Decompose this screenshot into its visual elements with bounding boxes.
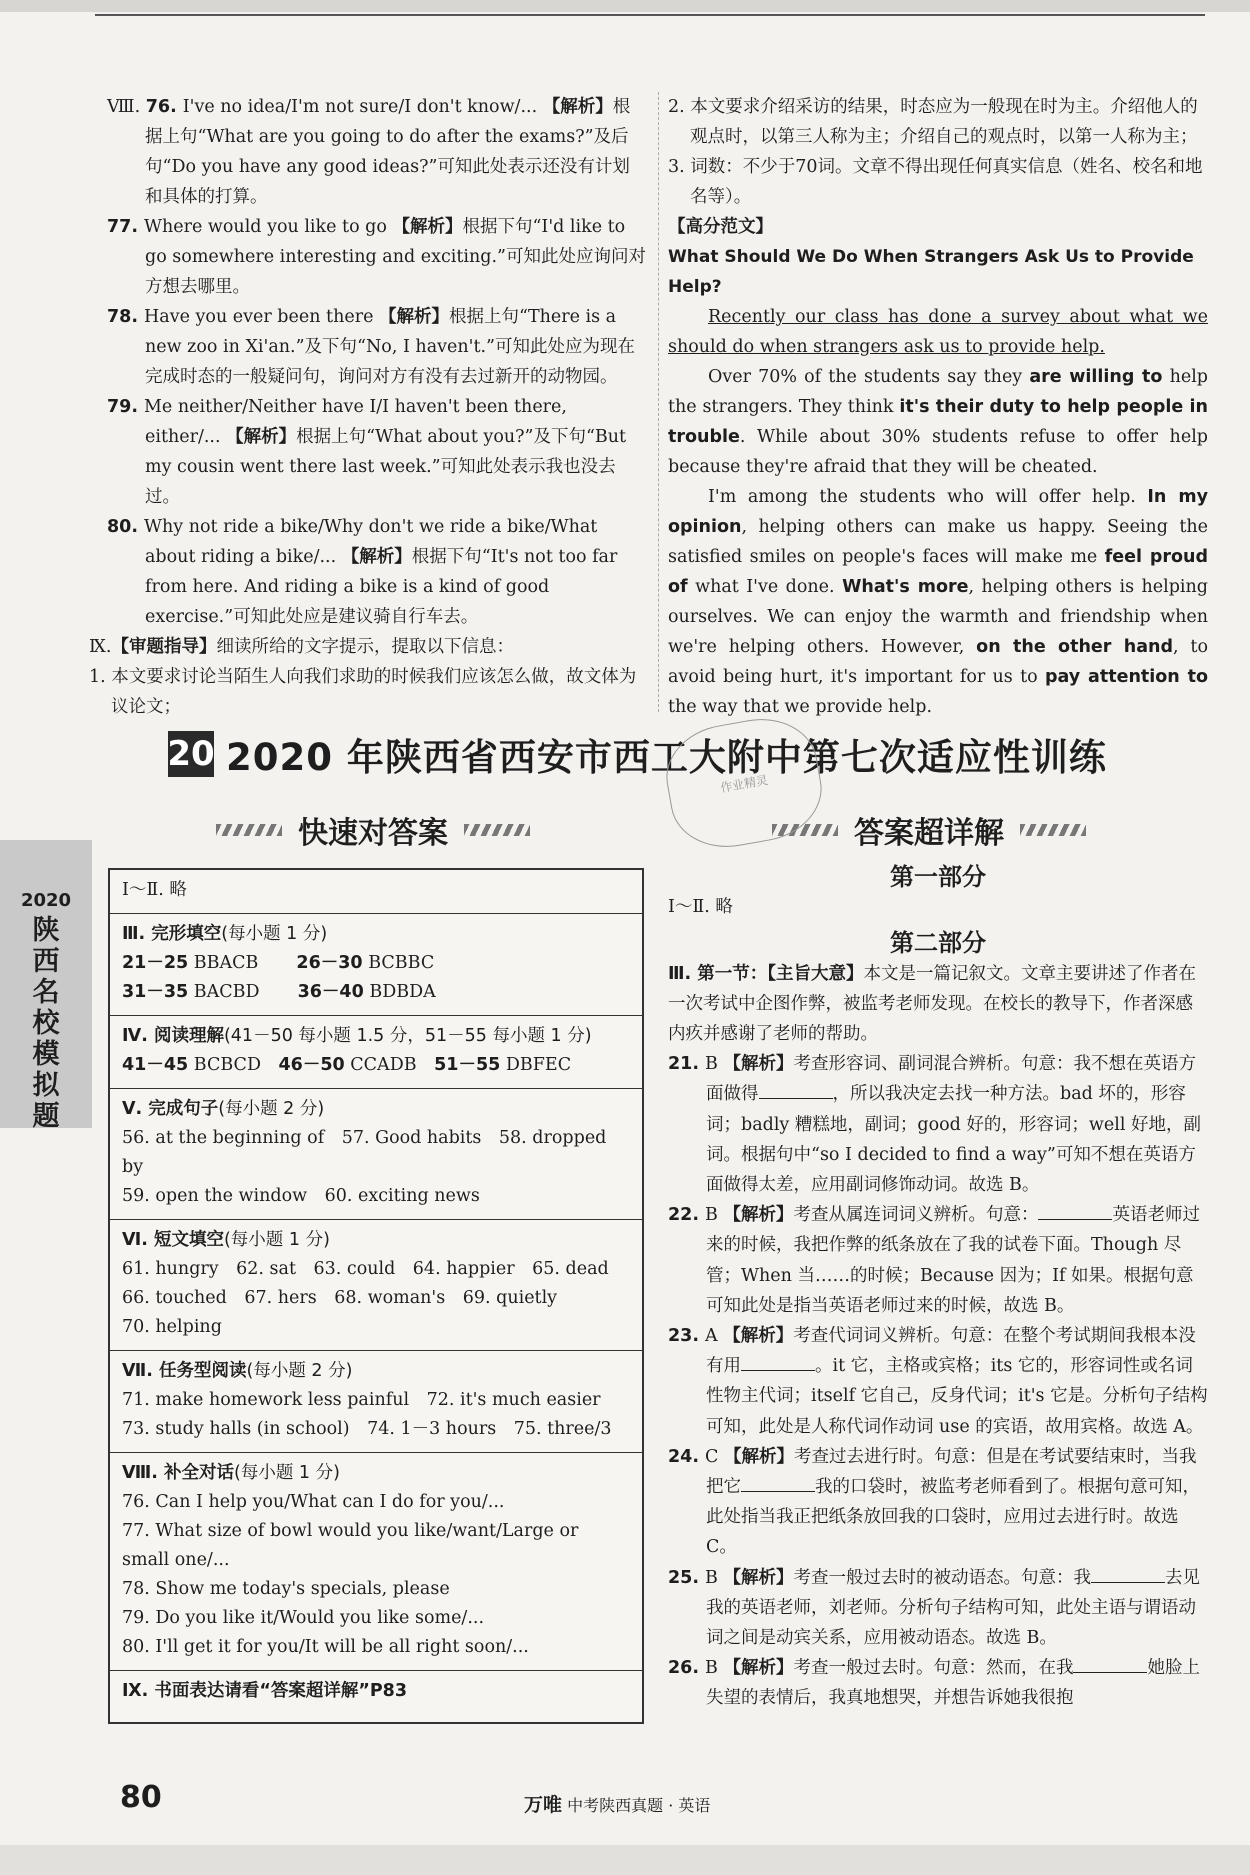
page-number: 80 xyxy=(120,1780,162,1815)
explain-23: 23. A 【解析】考查代词词义辨析。句意：在整个考试期间我根本没有用 。it 它，主格或宾格；its 它的，形容词性或名词性物主代词；itself 它自己，反身代词；it's 它是。分析句子结构可知，此处是人称代词作动词 use 的宾语，故用宾格。故选 A。 xyxy=(668,1326,1208,1437)
answer-block-writing: Ⅸ. 书面表达请看“答案超详解”P83 xyxy=(122,1681,408,1701)
quick-answers-heading xyxy=(200,808,546,852)
model-essay-tag: 【高分范文】 xyxy=(668,217,773,237)
left-column xyxy=(89,92,647,722)
essay-paragraph-3: I'm among the students who will offer help. In my opinion, helping others can make us happy. Seeing the satisfied smiles on people's faces will make me feel proud of what I've done. What's more, helping others is helping ourselves. We can enjoy the warmth and friendship when we're helping others. However, on the other hand, to avoid being hurt, it's important for us to pay attention to the way that we provide help. xyxy=(668,487,1208,717)
bottom-edge xyxy=(0,1845,1250,1875)
answer-block-reading: Ⅳ. 阅读理解(41－50 每小题 1.5 分，51－55 每小题 1 分) 41－45 BCBCD 46－50 CCADB 51－55 DBFEC xyxy=(110,1016,642,1089)
top-edge xyxy=(0,0,1250,12)
answer-block-task: Ⅶ. 任务型阅读(每小题 2 分) 71. make homework less painful 72. it's much easier 73. study halls (in school) 74. 1－3 hours 75. three/3 xyxy=(110,1351,642,1453)
right-column xyxy=(668,92,1208,722)
essay-paragraph-2: Over 70% of the students say they are willing to help the strangers. They think it's their duty to help people in trouble. While about 30% students refuse to offer help because they're afraid that they will be cheated. xyxy=(668,367,1208,477)
decorative-stripes xyxy=(216,824,282,836)
decorative-stripes xyxy=(464,824,530,836)
explain-24: 24. C 【解析】考查过去进行时。句意：但是在考试要结束时，当我把它 我的口袋时，被监考老师看到了。根据句意可知，此处指当我正把纸条放回我的口袋时，应用过去进行时。故选 C。 xyxy=(668,1446,1200,1558)
side-tab xyxy=(0,840,92,1132)
detailed-answers xyxy=(668,862,1208,1714)
quick-answers-label: 快速对答案 xyxy=(298,816,448,851)
part-one-note: Ⅰ～Ⅱ. 略 xyxy=(668,897,733,918)
answer-80: 80. Why not ride a bike/Why don't we ride a bike/What about riding a bike/... 【解析】根据下句“It's not too far from here. And riding a bike is a kind of good exercise.”可知此处应是建议骑自行车去。 xyxy=(107,517,618,627)
explain-21: 21. B 【解析】考查形容词、副词混合辨析。句意：我不想在英语方面做得 ，所以我决定去找一种方法。bad 坏的，形容词；badly 糟糕地，副词；good 好的，形容词；well 好地，副词。根据句中“so I decided to find a way”可知不想在英语方面做得太差，应用副词修饰动词。故选 B。 xyxy=(668,1054,1202,1196)
ix-point-1: 1. 本文要求讨论当陌生人向我们求助的时候我们应该怎么做，故文体为议论文； xyxy=(89,667,637,717)
part-two-heading: 第二部分 xyxy=(890,929,986,958)
top-rule xyxy=(95,14,1205,16)
column-divider xyxy=(658,92,659,712)
answer-block-sentences: Ⅴ. 完成句子(每小题 2 分) 56. at the beginning of 57. Good habits 58. dropped by 59. open the window 60. exciting news xyxy=(110,1089,642,1220)
ix-point-2: 2. 本文要求介绍采访的结果，时态应为一般现在时为主。介绍他人的观点时，以第三人称为主；介绍自己的观点时，以第一人称为主； xyxy=(668,97,1198,147)
quick-answer-box xyxy=(108,868,644,1724)
answer-76: Ⅷ. 76. I've no idea/I'm not sure/I don't know/... 【解析】根据上句“What are you going to do after the exams?”及后句“Do you have any good ideas?”可知此处表示还没有计划和具体的打算。 xyxy=(107,97,631,207)
decorative-stripes xyxy=(1020,824,1086,836)
test-number-badge: 20 xyxy=(168,731,214,777)
essay-paragraph-1: Recently our class has done a survey about what we should do when strangers ask us to provide help. xyxy=(668,307,1208,357)
explain-25: 25. B 【解析】考查一般过去时的被动语态。句意：我 去见我的英语老师，刘老师。分析句子结构可知，此处主语与谓语动词之间是动宾关系，应用被动语态。故选 B。 xyxy=(668,1567,1200,1649)
answer-block-fill: Ⅵ. 短文填空(每小题 1 分) 61. hungry 62. sat 63. could 64. happier 65. dead 66. touched 67. hers 68. woman's 69. quietly 70. helping xyxy=(110,1220,642,1351)
side-tab-label: 陕西名校模拟题 xyxy=(32,915,60,1132)
explain-22: 22. B 【解析】考查从属连词词义辨析。句意： 英语老师过来的时候，我把作弊的纸条放在了我的试卷下面。Though 尽管；When 当……的时候；Because 因为；If 如果。根据句意可知此处是指当英语老师过来的时候，故选 B。 xyxy=(668,1205,1200,1316)
answer-77: 77. Where would you like to go 【解析】根据下句“I'd like to go somewhere interesting and exciting.”可知此处应询问对方想去哪里。 xyxy=(107,217,646,297)
answer-block-cloze: Ⅲ. 完形填空(每小题 1 分) 21－25 BBACB 26－30 BCBBC 31－35 BACBD 36－40 BDBDA xyxy=(110,914,642,1016)
footer-brand: 万唯 中考陕西真题 · 英语 xyxy=(524,1794,711,1816)
answer-block-dialogue: Ⅷ. 补全对话(每小题 1 分) 76. Can I help you/What can I do for you/... 77. What size of bowl would you like/want/Large or small one/... 78. Show me today's specials, please 79. Do you like it/Would you like some/... 80. I'll get it for you/It will be all right soon/... xyxy=(110,1453,642,1671)
answer-78: 78. Have you ever been there 【解析】根据上句“There is a new zoo in Xi'an.”及下句“No, I haven't.”可知此处应为现在完成时态的一般疑问句，询问对方有没有去过新开的动物园。 xyxy=(107,307,635,387)
test-title-banner xyxy=(168,728,1148,780)
section-ix: Ⅸ.【审题指导】细读所给的文字提示，提取以下信息： xyxy=(89,637,514,657)
part-one-heading: 第一部分 xyxy=(890,863,986,891)
detailed-answers-label: 答案超详解 xyxy=(854,816,1004,851)
watermark-stamp: 作业精灵 xyxy=(659,710,830,857)
ix-point-3: 3. 词数：不少于70词。文章不得出现任何真实信息（姓名、校名和地名等）。 xyxy=(668,157,1203,207)
passage-summary: Ⅲ. 第一节：【主旨大意】本文是一篇记叙文。文章主要讲述了作者在一次考试中企图作弊，被监考老师发现。在校长的教导下，作者深感内疚并感谢了老师的帮助。 xyxy=(668,963,1197,1045)
answer-block-1: Ⅰ～Ⅱ. 略 xyxy=(110,870,642,914)
test-title: 2020 年陕西省西安市西工大附中第七次适应性训练 xyxy=(226,736,1107,779)
side-tab-year: 2020 xyxy=(20,890,72,911)
explain-26: 26. B 【解析】考查一般过去时。句意：然而，在我 她脸上失望的表情后，我真地想哭，并想告诉她我很抱 xyxy=(668,1658,1200,1709)
answer-79: 79. Me neither/Neither have I/I haven't been there, either/... 【解析】根据上句“What about you?”及下句“But my cousin went there last week.”可知此处表示我也没去过。 xyxy=(107,397,627,507)
essay-title: What Should We Do When Strangers Ask Us to Provide Help? xyxy=(668,247,1194,297)
